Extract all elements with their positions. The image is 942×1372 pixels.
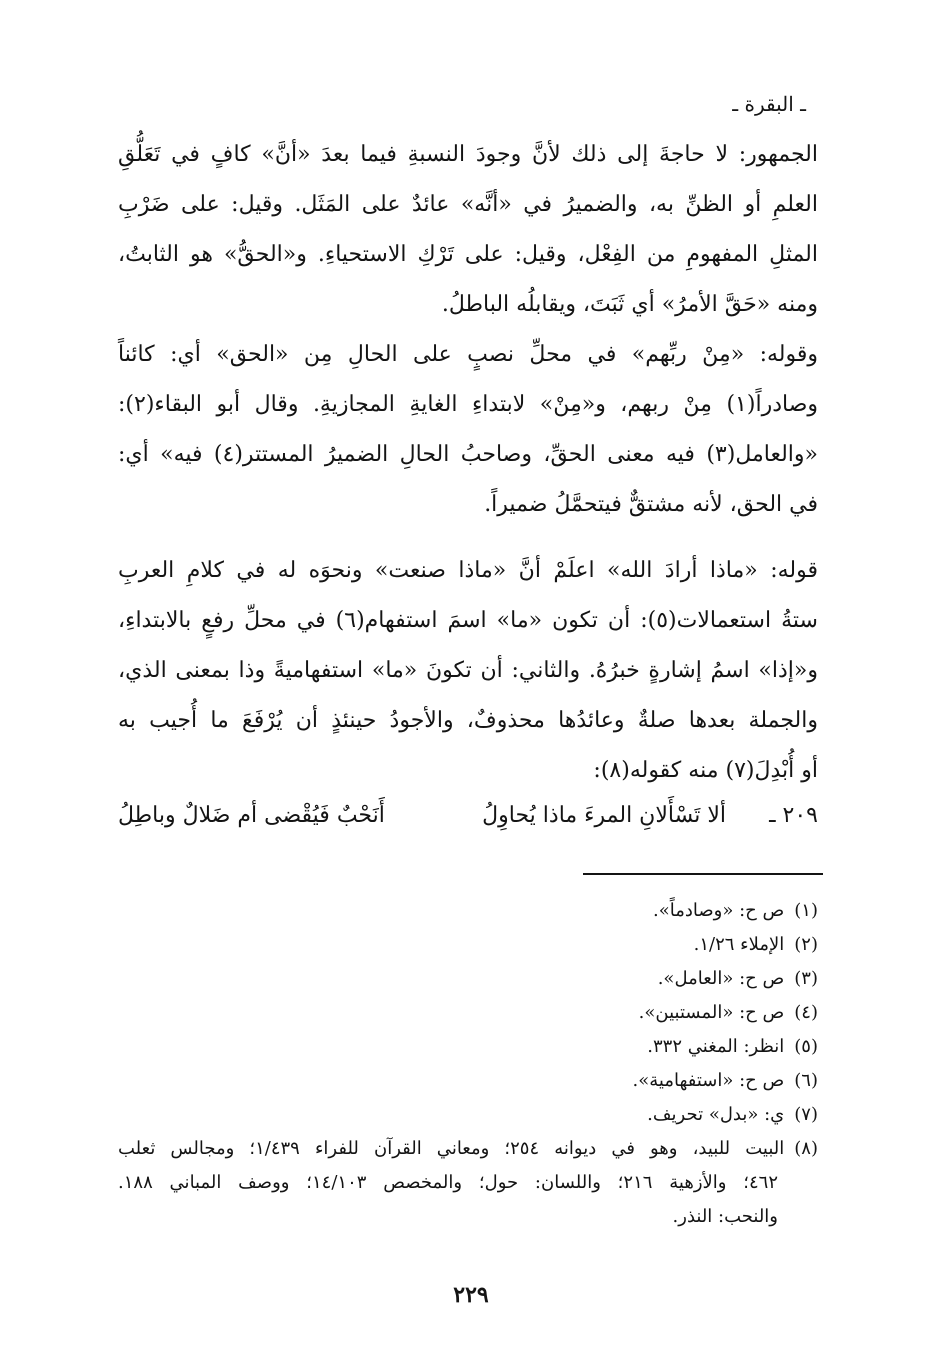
verse-number: ٢٠٩ ـ	[769, 803, 818, 828]
verse-first-hemistich: ألا تَسْأَلانِ المرءَ ماذا يُحاوِلُ	[482, 803, 726, 828]
footnote-text: انظر: المغني ٣٣٢.	[647, 1036, 785, 1057]
footnote-6	[118, 1064, 818, 1098]
footnote-marker: (٣)	[794, 968, 818, 989]
footnote-4	[118, 996, 818, 1030]
footnote-marker: (١)	[794, 900, 818, 921]
running-header: ـ البقرة ـ	[732, 92, 806, 116]
footnote-5	[118, 1030, 818, 1064]
footnote-text: ص ح: «العامل».	[657, 968, 785, 989]
paragraph-min-rabbihim	[118, 330, 818, 530]
footnote-text: الإملاء ١/٢٦.	[693, 934, 785, 955]
poetry-verse	[118, 794, 818, 838]
footnote-8-continuation: ٤٦٢؛ والأزهية ٢١٦؛ واللسان: حول؛ والمخصص ١٤/١٠٣؛ ووصف المباني ١٨٨.	[118, 1172, 779, 1193]
text-line: والجملة بعدها صلةٌ وعائدُها محذوفٌ، والأجودُ حينئذٍ أن يُرْفَعَ ما أُجيب به	[118, 708, 818, 733]
paragraph-madha-arada	[118, 546, 818, 796]
footnote-2	[118, 928, 818, 962]
text-line: الجمهور: لا حاجةَ إلى ذلك لأنَّ وجودَ النسبةِ فيما بعدَ «أنَّ» كافٍ في تَعَلُّقِ	[118, 142, 818, 167]
text-line: في الحق، لأنه مشتقٌّ فيتحمَّلُ ضميراً.	[484, 492, 818, 517]
footnote-marker: (٦)	[794, 1070, 818, 1091]
footnote-text: ص ح: «استفهامية».	[632, 1070, 785, 1091]
text-line: ستةُ استعمالات(٥): أن تكون «ما» اسمَ استفهام(٦) في محلِّ رفعٍ بالابتداءِ،	[118, 608, 818, 633]
text-line: «والعامل(٣) فيه معنى الحقِّ، وصاحبُ الحالِ الضميرُ المستتر(٤) فيه» أي:	[118, 442, 818, 467]
footnote-8-continuation: والنحب: النذر.	[672, 1206, 778, 1227]
footnote-marker: (٢)	[794, 934, 818, 955]
text-line: وصادراً(١) مِنْ ربهم، و«مِنْ» لابتداءِ الغايةِ المجازيةِ. وقال أبو البقاء(٢):	[118, 392, 818, 417]
text-line: قوله: «ماذا أرادَ الله» اعلَمْ أنَّ «ماذا صنعت» ونحوَه له في كلامِ العربِ	[118, 558, 818, 583]
page-number: ٢٢٩	[453, 1282, 489, 1308]
footnote-text: ص ح: «المستبين».	[638, 1002, 785, 1023]
footnote-3	[118, 962, 818, 996]
footnote-text: ي: «بدل» تحريف.	[647, 1104, 785, 1125]
verse-second-hemistich: أَنَحْبٌ فَيُقْضى أم ضَلالٌ وباطِلُ	[118, 803, 385, 828]
footnote-7	[118, 1098, 818, 1132]
text-line: العلمِ أو الظنِّ به، والضميرُ في «أنَّه» عائدٌ على المَثَل. وقيل: على ضَرْبِ	[118, 192, 818, 217]
text-line: المثلِ المفهومِ من الفِعْل، وقيل: على تَرْكِ الاستحياءِ. و«الحقُّ» هو الثابتُ،	[118, 242, 818, 267]
footnote-marker: (٤)	[794, 1002, 818, 1023]
footnote-text: البيت للبيد، وهو في ديوانه ٢٥٤؛ ومعاني القرآن للفراء ١/٤٣٩؛ ومجالس ثعلب	[118, 1138, 785, 1159]
text-line: وقوله: «مِنْ ربِّهم» في محلِّ نصبٍ على الحالِ مِن «الحق» أي: كائناً	[118, 342, 818, 367]
footnote-text: ص ح: «وصادماً».	[653, 900, 785, 921]
footnote-8	[118, 1132, 818, 1166]
footnote-marker: (٧)	[794, 1104, 818, 1125]
footnote-divider	[583, 873, 823, 875]
text-line: و«إذا» اسمُ إشارةٍ خبرُهُ. والثاني: أن تكونَ «ما» استفهاميةً وذا بمعنى الذي،	[118, 658, 818, 683]
paragraph-jumhur	[118, 130, 818, 330]
footnotes	[118, 894, 818, 1234]
text-line: أو أُبْدِلَ(٧) منه كقوله(٨):	[593, 758, 818, 783]
footnote-marker: (٥)	[794, 1036, 818, 1057]
footnote-marker: (٨)	[794, 1138, 818, 1159]
footnote-1	[118, 894, 818, 928]
text-line: ومنه «حَقَّ الأمرُ» أي ثَبَتَ، ويقابلُه الباطلُ.	[441, 292, 818, 317]
